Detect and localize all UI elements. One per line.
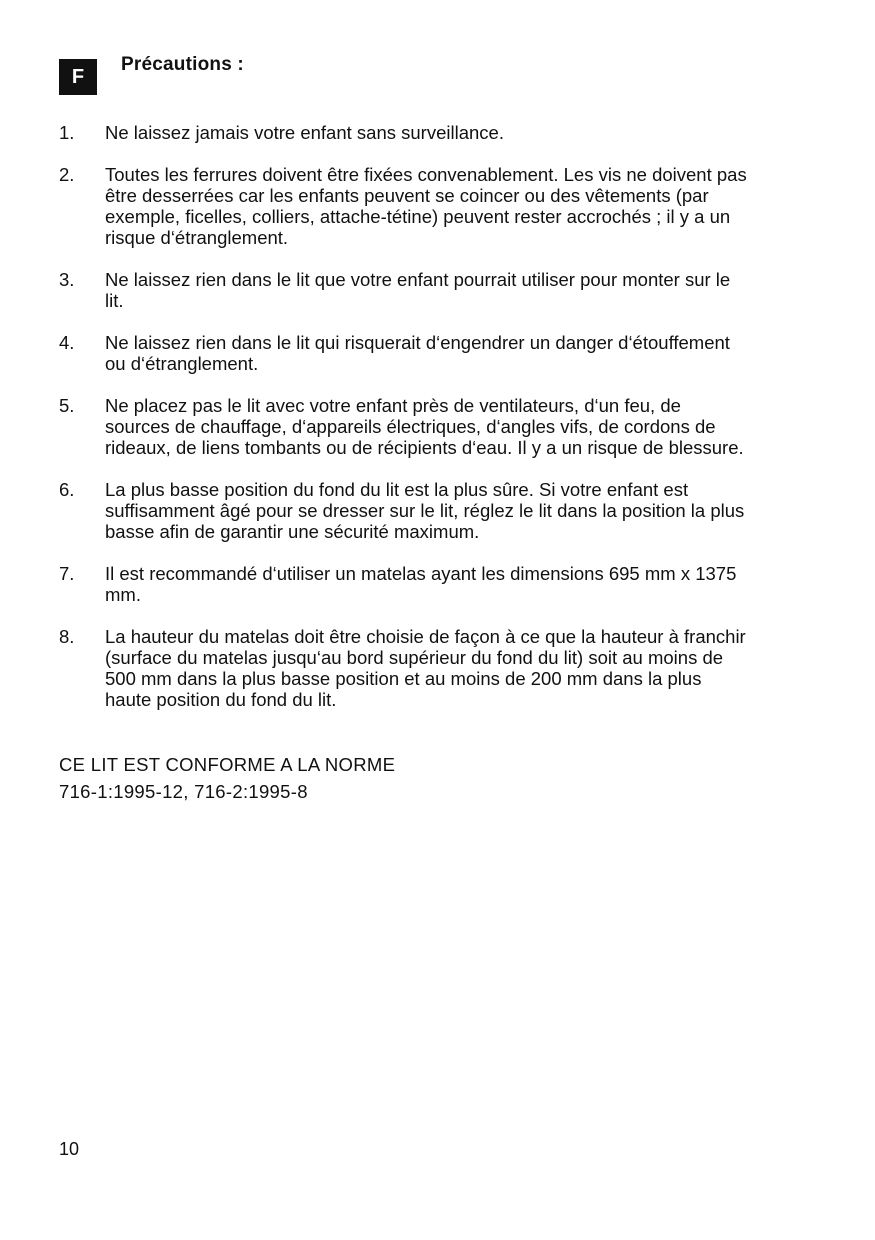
list-item bbox=[59, 479, 749, 542]
item-text: Ne placez pas le lit avec votre enfant près de ventilateurs, d‘un feu, de sources de chauffage, d‘appareils électriques, d‘angles vifs, de cordons de rideaux, de liens tombants ou de récipients d‘eau. Il y a un risque de blessure. bbox=[105, 395, 744, 458]
conformity-standards: 716-1:1995-12, 716-2:1995-8 bbox=[59, 781, 308, 802]
item-number: 7. bbox=[59, 563, 75, 584]
item-text: Toutes les ferrures doivent être fixées convenablement. Les vis ne doivent pas être desserrées car les enfants peuvent se coincer ou des vêtements (par exemple, ficelles, colliers, attache-tétine) peuvent rester accrochés ; il y a un risque d‘étranglement. bbox=[105, 164, 747, 248]
list-item bbox=[59, 563, 749, 605]
item-text: Il est recommandé d‘utiliser un matelas ayant les dimensions 695 mm x 1375 mm. bbox=[105, 563, 737, 605]
precautions-list bbox=[59, 122, 749, 731]
item-number: 3. bbox=[59, 269, 75, 290]
page-number: 10 bbox=[59, 1139, 80, 1159]
item-number: 1. bbox=[59, 122, 75, 143]
item-number: 5. bbox=[59, 395, 75, 416]
list-item bbox=[59, 626, 749, 710]
item-number: 6. bbox=[59, 479, 75, 500]
item-text: La plus basse position du fond du lit est la plus sûre. Si votre enfant est suffisamment âgé pour se dresser sur le lit, réglez le lit dans la position la plus basse afin de garantir une sécurité maximum. bbox=[105, 479, 745, 542]
item-number: 8. bbox=[59, 626, 75, 647]
item-number: 2. bbox=[59, 164, 75, 185]
list-item bbox=[59, 332, 749, 374]
page-title: Précautions : bbox=[121, 54, 244, 75]
item-text: Ne laissez jamais votre enfant sans surveillance. bbox=[105, 122, 504, 143]
language-badge: F bbox=[59, 59, 97, 95]
list-item bbox=[59, 164, 749, 248]
list-item bbox=[59, 122, 749, 143]
item-text: Ne laissez rien dans le lit qui risquerait d‘engendrer un danger d‘étouffement ou d‘étranglement. bbox=[105, 332, 730, 374]
conformity-line: CE LIT EST CONFORME A LA NORME bbox=[59, 754, 396, 775]
conformity-statement bbox=[59, 751, 395, 805]
item-text: Ne laissez rien dans le lit que votre enfant pourrait utiliser pour monter sur le lit. bbox=[105, 269, 731, 311]
item-text: La hauteur du matelas doit être choisie de façon à ce que la hauteur à franchir (surface du matelas jusqu‘au bord supérieur du fond du lit) soit au moins de 500 mm dans la plus basse position et au moins de 200 mm dans la plus haute position du fond du lit. bbox=[105, 626, 746, 710]
item-number: 4. bbox=[59, 332, 75, 353]
list-item bbox=[59, 269, 749, 311]
list-item bbox=[59, 395, 749, 458]
